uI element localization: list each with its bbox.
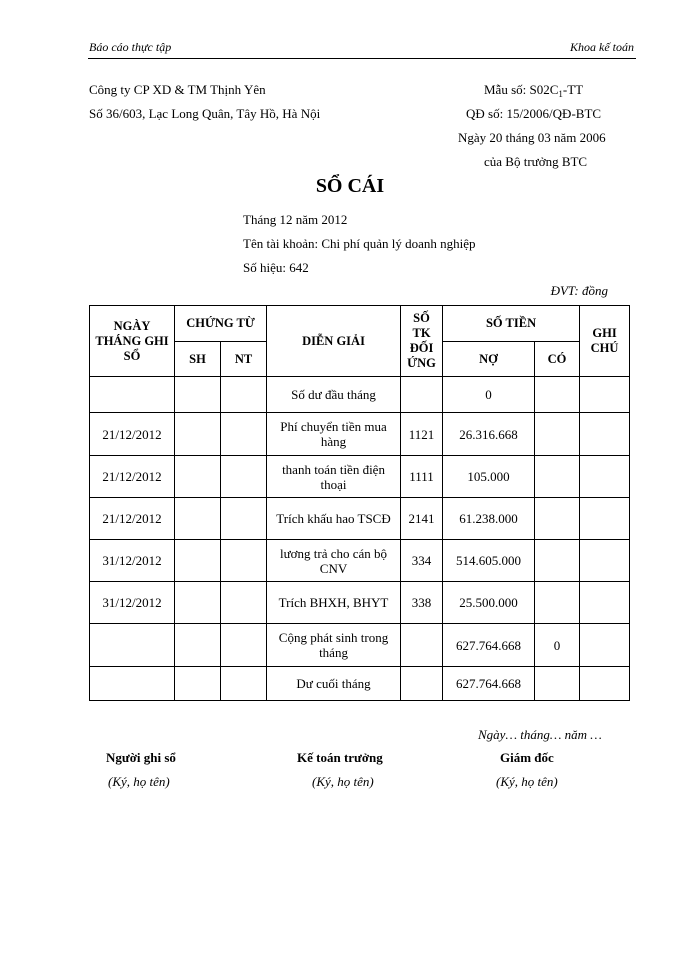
table-row (90, 498, 630, 540)
row-account (401, 667, 443, 701)
table-row (90, 540, 630, 582)
row-nt (221, 456, 267, 498)
row-date (90, 377, 175, 413)
table-row (90, 624, 630, 667)
row-note (580, 456, 630, 498)
table-row (90, 667, 630, 701)
header-voucher: CHỨNG TỪ (175, 306, 267, 342)
row-note (580, 667, 630, 701)
account-name: Tên tài khoản: Chi phí quản lý doanh nghiệp (243, 236, 476, 251)
table-row (90, 456, 630, 498)
row-date: 31/12/2012 (90, 582, 175, 624)
row-date (90, 624, 175, 667)
row-account: 334 (401, 540, 443, 582)
row-credit (535, 667, 580, 701)
row-credit: 0 (535, 624, 580, 667)
report-header-right: Khoa kế toán (570, 40, 634, 54)
signer-chief-accountant-note: (Ký, họ tên) (312, 774, 374, 789)
row-description: Dư cuối tháng (267, 667, 401, 701)
signer-recorder-note: (Ký, họ tên) (108, 774, 170, 789)
row-credit (535, 377, 580, 413)
form-number-sub: 1 (558, 89, 563, 99)
company-address: Số 36/603, Lạc Long Quân, Tây Hồ, Hà Nội (89, 106, 321, 121)
decision-issuer: của Bộ trưởng BTC (484, 154, 588, 169)
table-row (90, 413, 630, 456)
row-description: Trích khấu hao TSCĐ (267, 498, 401, 540)
signer-recorder-role: Người ghi sổ (106, 750, 176, 765)
header-description: DIỄN GIẢI (267, 306, 401, 377)
header-credit: CÓ (535, 342, 580, 377)
row-sh (175, 624, 221, 667)
row-description: Phí chuyển tiền mua hàng (267, 413, 401, 456)
row-description: thanh toán tiền điện thoại (267, 456, 401, 498)
row-sh (175, 540, 221, 582)
row-debit: 627.764.668 (443, 624, 535, 667)
row-nt (221, 498, 267, 540)
row-credit (535, 582, 580, 624)
row-account (401, 377, 443, 413)
row-debit: 0 (443, 377, 535, 413)
account-number: Số hiệu: 642 (243, 260, 309, 275)
row-debit: 26.316.668 (443, 413, 535, 456)
report-header-left: Báo cáo thực tập (89, 40, 172, 54)
row-date: 21/12/2012 (90, 413, 175, 456)
header-debit: NỢ (443, 342, 535, 377)
company-name: Công ty CP XD & TM Thịnh Yên (89, 82, 266, 97)
row-nt (221, 582, 267, 624)
table-row (90, 377, 630, 413)
row-nt (221, 377, 267, 413)
signature-date: Ngày… tháng… năm … (478, 727, 602, 742)
form-number-prefix: Mẫu số: S02C (484, 82, 559, 97)
decision-number: QĐ số: 15/2006/QĐ-BTC (466, 106, 602, 121)
currency-unit: ĐVT: đồng (550, 283, 608, 298)
form-number (484, 82, 583, 99)
row-sh (175, 498, 221, 540)
row-sh (175, 582, 221, 624)
row-nt (221, 667, 267, 701)
signer-chief-accountant-role: Kế toán trưởng (297, 750, 383, 765)
signer-director-role: Giám đốc (500, 750, 554, 765)
row-description: Cộng phát sinh trong tháng (267, 624, 401, 667)
table-row (90, 582, 630, 624)
row-debit: 61.238.000 (443, 498, 535, 540)
header-divider (88, 58, 636, 59)
row-nt (221, 413, 267, 456)
ledger-table (89, 305, 630, 701)
header-account: SỐ TK ĐỐI ỨNG (401, 306, 443, 377)
row-date: 31/12/2012 (90, 540, 175, 582)
row-date: 21/12/2012 (90, 456, 175, 498)
header-nt: NT (221, 342, 267, 377)
row-debit: 25.500.000 (443, 582, 535, 624)
row-account: 2141 (401, 498, 443, 540)
row-account: 1121 (401, 413, 443, 456)
row-account: 1111 (401, 456, 443, 498)
row-account (401, 624, 443, 667)
row-nt (221, 540, 267, 582)
row-debit: 627.764.668 (443, 667, 535, 701)
row-debit: 514.605.000 (443, 540, 535, 582)
row-debit: 105.000 (443, 456, 535, 498)
header-amount: SỐ TIỀN (443, 306, 580, 342)
row-note (580, 413, 630, 456)
decision-date: Ngày 20 tháng 03 năm 2006 (458, 130, 606, 145)
row-note (580, 498, 630, 540)
row-credit (535, 498, 580, 540)
row-description: Trích BHXH, BHYT (267, 582, 401, 624)
row-note (580, 377, 630, 413)
row-nt (221, 624, 267, 667)
row-sh (175, 413, 221, 456)
row-description: lương trả cho cán bộ CNV (267, 540, 401, 582)
row-date: 21/12/2012 (90, 498, 175, 540)
header-note: GHI CHÚ (580, 306, 630, 377)
row-sh (175, 377, 221, 413)
row-credit (535, 413, 580, 456)
header-date: NGÀY THÁNG GHI SỔ (90, 306, 175, 377)
row-note (580, 540, 630, 582)
row-sh (175, 667, 221, 701)
row-credit (535, 540, 580, 582)
row-sh (175, 456, 221, 498)
row-credit (535, 456, 580, 498)
ledger-month: Tháng 12 năm 2012 (243, 212, 348, 227)
header-sh: SH (175, 342, 221, 377)
page-title: SỔ CÁI (315, 175, 385, 197)
row-account: 338 (401, 582, 443, 624)
row-description: Số dư đầu tháng (267, 377, 401, 413)
row-note (580, 624, 630, 667)
signer-director-note: (Ký, họ tên) (496, 774, 558, 789)
row-date (90, 667, 175, 701)
form-number-suffix: -TT (562, 82, 584, 97)
row-note (580, 582, 630, 624)
